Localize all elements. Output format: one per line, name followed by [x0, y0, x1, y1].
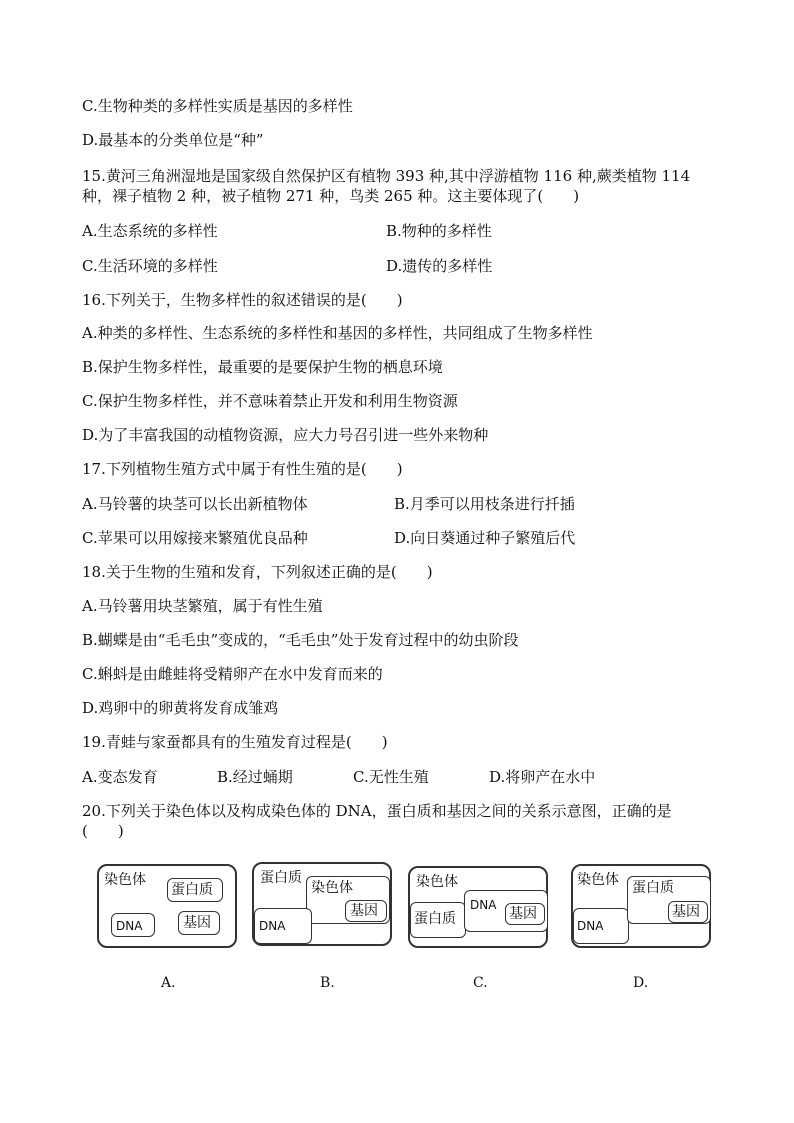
- q17-option-a: A.马铃薯的块茎可以长出新植物体: [82, 495, 308, 513]
- q19-option-b: B.经过蛹期: [217, 768, 293, 786]
- q15-option-c: C.生活环境的多样性: [82, 257, 218, 275]
- q19-option-d: D.将卵产在水中: [489, 768, 596, 786]
- diagram-a-dna-label: DNA: [116, 919, 143, 933]
- diagram-a-caption: A.: [161, 975, 176, 991]
- q15-option-a: A.生态系统的多样性: [82, 222, 218, 240]
- diagram-a: [97, 864, 237, 948]
- q16-option-c: C.保护生物多样性，并不意味着禁止开发和利用生物资源: [82, 392, 458, 410]
- diagram-d-protein-label: 蛋白质: [632, 880, 674, 896]
- diagram-d-protein-box: [627, 876, 711, 924]
- diagram-c-gene-box: [505, 903, 545, 925]
- q14-option-d: D.最基本的分类单位是“种”: [82, 131, 264, 149]
- q15-option-b: B.物种的多样性: [386, 222, 492, 240]
- diagram-b-chromosome-box: [306, 876, 390, 924]
- diagram-c-gene-label: 基因: [509, 906, 537, 922]
- diagram-c: [408, 866, 548, 948]
- diagram-b-dna-box: [254, 908, 312, 944]
- diagram-b-caption: B.: [320, 975, 335, 991]
- diagram-c-caption: C.: [473, 975, 488, 991]
- q16-stem: 16.下列关于，生物多样性的叙述错误的是( ): [82, 291, 403, 309]
- q16-option-a: A.种类的多样性、生态系统的多样性和基因的多样性，共同组成了生物多样性: [82, 324, 593, 342]
- diagram-b-protein-label: 蛋白质: [260, 870, 302, 886]
- diagram-c-dna-label: DNA: [470, 898, 497, 912]
- q15-option-d: D.遗传的多样性: [386, 257, 493, 275]
- diagram-a-chromosome-label: 染色体: [104, 872, 146, 888]
- q17-option-d: D.向日葵通过种子繁殖后代: [394, 529, 576, 547]
- q17-option-b: B.月季可以用枝条进行扦插: [394, 495, 575, 513]
- diagram-b: [252, 862, 392, 946]
- diagram-c-chromosome-label: 染色体: [416, 874, 458, 890]
- diagram-d-gene-label: 基因: [672, 904, 700, 920]
- q14-option-c: C.生物种类的多样性实质是基因的多样性: [82, 97, 353, 115]
- q19-stem: 19.青蛙与家蚕都具有的生殖发育过程是( ): [82, 733, 388, 751]
- q18-option-d: D.鸡卵中的卵黄将发育成雏鸡: [82, 699, 279, 717]
- diagram-d-gene-box: [668, 901, 708, 923]
- diagram-a-protein-label: 蛋白质: [171, 882, 213, 898]
- q18-option-b: B.蝴蝶是由“毛毛虫”变成的，“毛毛虫”处于发育过程中的幼虫阶段: [82, 631, 519, 649]
- diagram-d-caption: D.: [633, 975, 649, 991]
- q15-stem-line2: 种，裸子植物 2 种，被子植物 271 种，鸟类 265 种。这主要体现了( ): [82, 187, 580, 205]
- diagram-a-gene-box: [178, 911, 220, 935]
- diagram-b-gene-box: [345, 900, 387, 922]
- q17-option-c: C.苹果可以用嫁接来繁殖优良品种: [82, 529, 308, 547]
- q19-option-a: A.变态发育: [82, 768, 158, 786]
- q18-stem: 18.关于生物的生殖和发育，下列叙述正确的是( ): [82, 563, 433, 581]
- diagram-b-dna-label: DNA: [259, 919, 286, 933]
- q18-option-c: C.蝌蚪是由雌蛙将受精卵产在水中发育而来的: [82, 665, 383, 683]
- diagram-c-protein-box: [410, 902, 466, 938]
- diagram-c-protein-label: 蛋白质: [414, 911, 456, 927]
- diagram-d-dna-label: DNA: [577, 919, 604, 933]
- diagram-a-gene-label: 基因: [183, 915, 211, 931]
- q20-stem-line1: 20.下列关于染色体以及构成染色体的 DNA，蛋白质和基因之间的关系示意图，正确的是: [82, 802, 672, 820]
- diagram-d-dna-box: [573, 908, 629, 944]
- diagram-d-chromosome-label: 染色体: [577, 872, 619, 888]
- q19-option-c: C.无性生殖: [353, 768, 429, 786]
- q16-option-d: D.为了丰富我国的动植物资源，应大力号召引进一些外来物种: [82, 426, 489, 444]
- q18-option-a: A.马铃薯用块茎繁殖，属于有性生殖: [82, 597, 323, 615]
- diagram-a-dna-box: [111, 913, 155, 937]
- q15-stem-line1: 15.黄河三角洲湿地是国家级自然保护区有植物 393 种,其中浮游植物 116 种,蕨类植物 114: [82, 167, 691, 185]
- diagram-a-protein-box: [167, 878, 223, 902]
- diagram-c-dna-box: [464, 890, 548, 932]
- diagram-b-gene-label: 基因: [350, 903, 378, 919]
- q17-stem: 17.下列植物生殖方式中属于有性生殖的是( ): [82, 460, 403, 478]
- diagram-b-chromosome-label: 染色体: [311, 880, 353, 896]
- q16-option-b: B.保护生物多样性，最重要的是要保护生物的栖息环境: [82, 358, 443, 376]
- q20-stem-line2: ( ): [82, 822, 124, 840]
- diagram-d: [571, 864, 711, 948]
